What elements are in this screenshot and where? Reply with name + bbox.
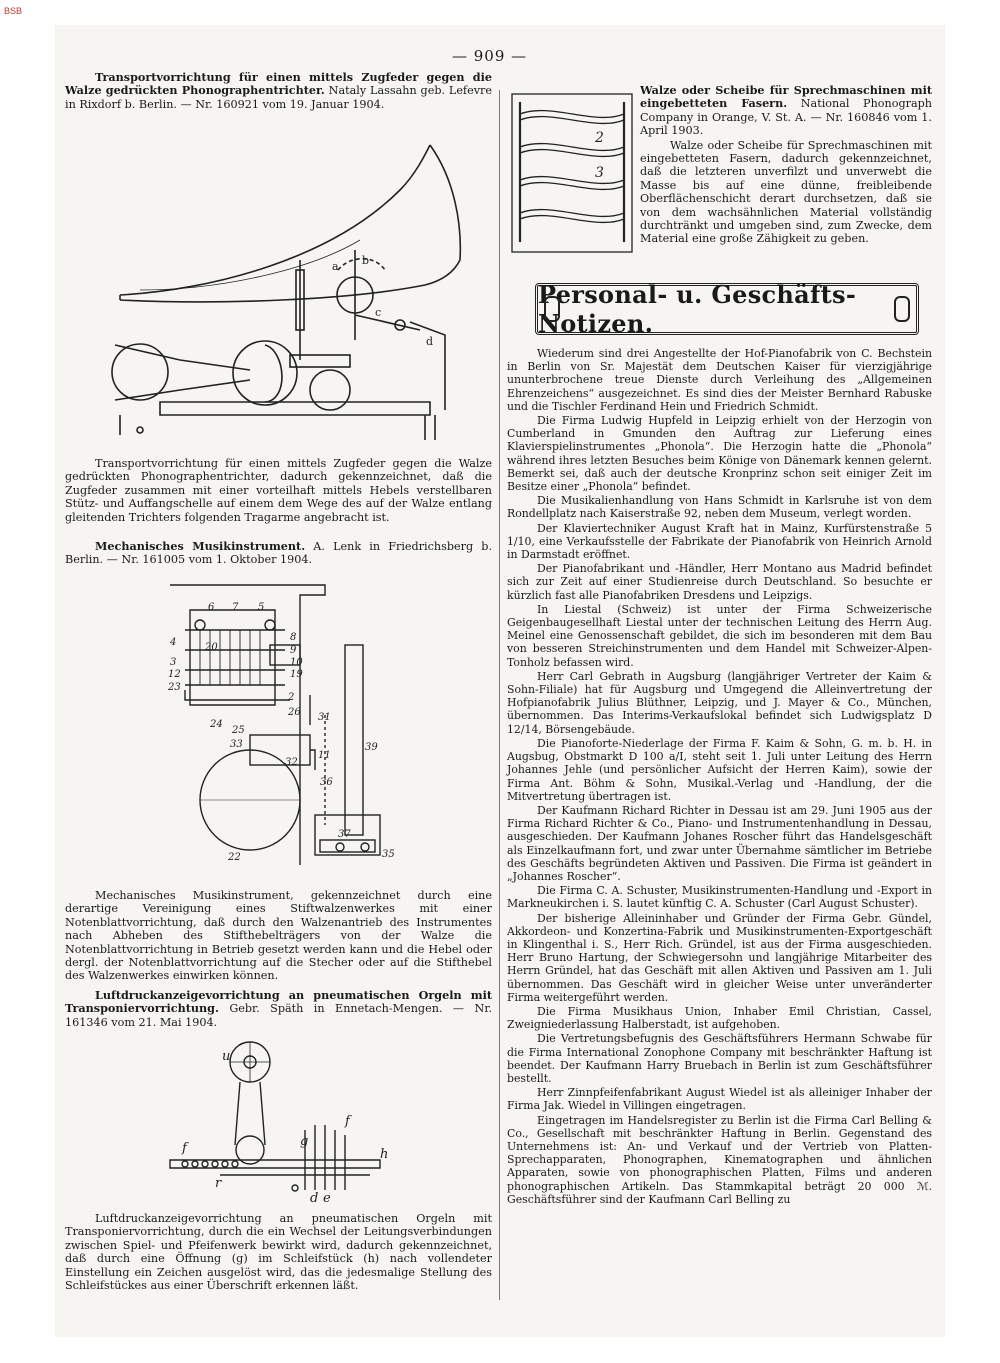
- fig2-label-31: 31: [318, 712, 331, 723]
- fig3-label-e: e: [323, 1191, 331, 1205]
- patent-1-description: Transportvorrichtung für einen mittels Zugfeder gegen die Walze gedrückten Phonographentrichter, dadurch gekennzeichnet, daß die Zugfeder zusammen mit einer vorteilhaft mittels Hebels verstellbaren Stütz- und Auffangschelle auf einem dem Wege des auf der Walze entlang gleitenden Trichters folgenden Tragarme angebracht ist.: [65, 457, 492, 524]
- fig2-label-9: 9: [290, 645, 297, 656]
- patent-2-description: Mechanisches Musikinstrument, gekennzeichnet durch eine derartige Vereinigung eines Stiftwalzenwerkes mit einer Notenblattvorrichtung, daß durch den Walzenantrieb des Instrumentes nach Abheben des Stifthebelträgers von der Walze die Notenblattvorrichtung in Betrieb gesetzt werden kann und die Hebel oder dergl. der Notenblattvorrichtung auf die Stecher oder auf die Stifthebel des Walzenwerkes einwirken können.: [65, 889, 492, 983]
- column-divider: [499, 90, 500, 1300]
- fig4-label-2: 2: [595, 130, 604, 146]
- fig2-label-12: 12: [168, 669, 181, 680]
- figure-fibre-cylinder: [510, 92, 638, 257]
- banner-ornament-right: [894, 296, 910, 322]
- notice-paragraph: Der Pianofabrikant und -Händler, Herr Montano aus Madrid befindet sich zur Zeit auf einer Studienreise durch Deutschland. So besuchte er kürzlich fast alle Pianofabriken Dresdens und Leipzigs.: [507, 562, 932, 602]
- patent-entry-2-heading: [65, 540, 492, 568]
- fig2-label-23: 23: [168, 682, 181, 693]
- notice-paragraph: In Liestal (Schweiz) ist unter der Firma Schweizerische Geigenbaugesellhaft Liestal unter der technischen Leitung des Herrn Aug. Meinel eine Genossenschaft gebildet, die sich im besonderen mit dem Bau von besseren Streichinstrumenten und dem Handel mit Schweizer-Alpen-Tonholz befassen wird.: [507, 602, 932, 669]
- fig3-label-f-left: f: [182, 1141, 187, 1156]
- fig3-label-g: g: [300, 1134, 309, 1149]
- fig2-label-35: 35: [382, 849, 395, 860]
- patent-1-title: Transportvorrichtung für einen mittels Zugfeder gegen die Walze gedrückten Phonographentrichter.: [65, 70, 492, 98]
- banner-title: Personal- u. Geschäfts-Notizen.: [538, 280, 857, 338]
- patent-entry-1-description: [65, 457, 492, 525]
- patent-1-holder: Nataly Lassahn geb. Lefevre in Rixdorf b. Berlin. — Nr. 160921 vom 19. Januar 1904.: [65, 84, 492, 111]
- walze-description: Walze oder Scheibe für Sprechmaschinen mit eingebetteten Fasern, dadurch gekennzeichnet, daß die letzteren unverfilzt und unverwebt die Masse bis auf eine dünne, freibleibende Oberflächenschicht derart durchsetzen, daß sie von dem wachsähnlichen Material vollständig durchtränkt und umgeben sind, zum Zwecke, dem Material eine große Zähigkeit zu geben.: [640, 138, 932, 246]
- notice-paragraph: Die Musikalienhandlung von Hans Schmidt in Karlsruhe ist von dem Rondellplatz nach Kaiserstraße 92, neben dem Museum, verlegt worden.: [507, 494, 932, 521]
- fig3-label-h: h: [380, 1147, 389, 1162]
- patent-2-title: Mechanisches Musikinstrument.: [95, 539, 306, 553]
- fig3-label-f-right: f: [345, 1114, 350, 1129]
- fig2-label-5: 5: [258, 602, 265, 613]
- notice-paragraph: Eingetragen im Handelsregister zu Berlin ist die Firma Carl Belling & Co., Gesellschaft mit beschränkter Haftung in Berlin. Gegenstand des Unternehmens ist: An- und Verkauf und der Vertrieb von Platten-Sprechapparaten, Phonographen, Kinematographen und ähnlichen Apparaten, sowie von phonographischen Platten, Films und anderen phonographischen Artikeln. Das Stammkapital beträgt 20 000 ℳ. Geschäftsführer sind der Kaufmann Carl Belling zu: [507, 1113, 932, 1206]
- fig2-label-8: 8: [290, 632, 297, 643]
- fig2-label-26: 26: [288, 707, 301, 718]
- notice-paragraph: Die Vertretungsbefugnis des Geschäftsführers Hermann Schwabe für die Firma International Zonophone Company mit beschränkter Haftung ist beendet. Der Kaufmann Harry Bruebach in Berlin ist zum Geschäftsführer bestellt.: [507, 1032, 932, 1085]
- fig2-label-3: 3: [170, 657, 177, 668]
- fig2-label-2: 2: [288, 692, 295, 703]
- fig4-label-3: 3: [595, 165, 604, 181]
- fig1-label-c: c: [375, 306, 382, 319]
- fig2-label-24: 24: [210, 719, 223, 730]
- patent-entry-3-description: [65, 1212, 492, 1293]
- patent-2-holder: A. Lenk in Friedrichsberg b. Berlin. — Nr. 161005 vom 1. Oktober 1904.: [65, 540, 492, 567]
- fig2-label-7: 7: [232, 602, 239, 613]
- notice-paragraph: Der Klaviertechniker August Kraft hat in Mainz, Kurfürstenstraße 5 1/10, eine Verkaufsstelle der Fabrikate der Pianofabrik von Heinrich Arnold in Darmstadt eröffnet.: [507, 521, 932, 562]
- notice-paragraph: Die Firma Musikhaus Union, Inhaber Emil Christian, Cassel, Zweigniederlassung Halberstadt, ist aufgehoben.: [507, 1004, 932, 1032]
- patent-entry-3-heading: [65, 989, 492, 1030]
- fig3-label-r: r: [215, 1176, 222, 1191]
- library-mark: BSB: [4, 6, 23, 16]
- fig2-label-11: 11: [318, 750, 331, 761]
- fig1-label-d: d: [426, 335, 434, 348]
- patent-entry-1-heading: [65, 71, 492, 112]
- fig1-label-a: a: [332, 260, 339, 273]
- patent-entry-2-description: [65, 889, 492, 984]
- fig1-label-b: b: [362, 254, 370, 267]
- patent-3-description: Luftdruckanzeigevorrichtung an pneumatischen Orgeln mit Transponiervorrichtung, durch die ein Wechsel der Leitungsverbindungen zwischen Spiel- und Pfeifenwerk bewirkt wird, dadurch gekennzeichnet, daß durch eine Öffnung (g) im Schleifstück (h) nach vollendeter Einstellung ein Zeichen ausgelöst wird, das die jedesmalige Stellung des Schleifstückes aus einer Überschrift erkennen läßt.: [65, 1212, 492, 1293]
- notice-paragraph: Die Pianoforte-Niederlage der Firma F. Kaim & Sohn, G. m. b. H. in Augsbug, Obstmarkt D 100 a/I, steht seit 1. Juli unter Leitung des Herrn Johannes Jehle (und persönlicher Aufsicht der Herren Kaim), sowie der Firma Ant. Böhm & Sohn, Musikal.-Verlag und -Handlung, der die Mitvertretung übertragen ist.: [507, 736, 932, 803]
- fig2-label-36: 36: [320, 777, 333, 788]
- notice-paragraph: Herr Carl Gebrath in Augsburg (langjähriger Vertreter der Kaim & Sohn-Filiale) hat für Augsburg und Umgegend die Alleinvertretung der Hofpianofabrik Julius Blüthner, Leipzig, und J. Mayer & Co., München, übernommen. Das Interims-Verkaufslokal befindet sich Ludwigsplatz D 12/14, Börsengebäude.: [507, 669, 932, 736]
- notice-paragraph: Der Kaufmann Richard Richter in Dessau ist am 29. Juni 1905 aus der Firma Richard Richter & Co., Piano- und Instrumentenhandlung in Dessau, ausgeschieden. Der Kaufmann Johanes Roscher führt das Handelsgeschäft als Einzelkaufmann fort, und zwar unter Übernahme sämtlicher im Betriebe des Geschäfts begründeten Aktiven und Passiven. Die Firma ist geändert in „Johannes Roscher“.: [507, 803, 932, 883]
- walze-entry: [640, 84, 932, 247]
- banner-ornament-left: [544, 296, 560, 322]
- walze-holder: National Phonograph Company in Orange, V. St. A. — Nr. 160846 vom 1. April 1903.: [640, 97, 933, 138]
- patent-3-holder: Gebr. Späth in Ennetach-Mengen. — Nr. 161346 vom 21. Mai 1904.: [65, 1002, 492, 1029]
- section-banner: [535, 280, 919, 338]
- page-number: — 909 —: [452, 47, 528, 65]
- fig2-label-25: 25: [232, 725, 245, 736]
- fig2-label-6: 6: [208, 602, 215, 613]
- walze-title: Walze oder Scheibe für Sprechmaschinen mit eingebetteten Fasern.: [640, 83, 932, 111]
- fig2-label-37: 37: [338, 829, 351, 840]
- fig3-label-u: u: [222, 1049, 231, 1064]
- patent-3-title: Luftdruckanzeigevorrichtung an pneumatischen Orgeln mit Transponiervorrichtung.: [65, 988, 492, 1016]
- fig2-label-22: 22: [228, 852, 241, 863]
- notice-paragraph: Die Firma Ludwig Hupfeld in Leipzig erhielt von der Herzogin von Cumberland in Gmunden den Auftrag zur Lieferung eines Klavierspielinstrumentes „Phonola“. Die Herzogin hatte die „Phonola“ während ihres letzten Besuches beim Könige von Dänemark kennen gelernt. Bemerkt sei, daß auch der deutsche Kronprinz schon seit einiger Zeit im Besitze einer „Phonola“ befindet.: [507, 414, 932, 494]
- fig2-label-4: 4: [170, 637, 177, 648]
- figure-phonograph-horn: [100, 140, 480, 450]
- fig2-label-39: 39: [365, 742, 378, 753]
- notice-paragraph: Die Firma C. A. Schuster, Musikinstrumenten-Handlung und -Export in Markneukirchen i. S. lautet künftig C. A. Schuster (Carl August Schuster).: [507, 884, 932, 911]
- notice-paragraph: Wiederum sind drei Angestellte der Hof-Pianofabrik von C. Bechstein in Berlin von Sr. Majestät dem Deutschen Kaiser für vierzigjährige ununterbrochene treue Dienste durch Verleihung des „Allgemeinen Ehrenzeichens“ ausgezeichnet. Es sind dies der Meister Bernhard Rabuske und die Tischler Ferdinand Hein und Friedrich Schmidt.: [507, 347, 932, 413]
- fig2-label-33: 33: [230, 739, 243, 750]
- fig2-label-32: 32: [285, 757, 298, 768]
- fig2-label-10: 10: [290, 657, 303, 668]
- figure-air-pressure-indicator: [160, 1030, 400, 1205]
- fig2-label-20: 20: [205, 642, 218, 653]
- notice-paragraph: Herr Zinnpfeifenfabrikant August Wiedel ist als alleiniger Inhaber der Firma Jak. Wiedel in Villingen eingetragen.: [507, 1086, 932, 1113]
- notice-paragraph: Der bisherige Alleininhaber und Gründer der Firma Gebr. Gündel, Akkordeon- und Konzertina-Fabrik und Musikinstrumenten-Exportgeschäft in Klingenthal i. S., Herr Rich. Gründel, ist aus der Firma ausgeschieden. Herr Bruno Hartung, der Schwiegersohn und langjährige Mitarbeiter des Herrn Gründel, hat das Geschäft mit allen Aktiven und Passiven am 1. Juli übernommen. Das Geschäft wird in gleicher Weise unter unveränderter Firma weitergeführt werden.: [507, 911, 932, 1004]
- fig3-label-d: d: [310, 1191, 319, 1205]
- fig2-label-19: 19: [290, 669, 303, 680]
- figure-mechanical-instrument: [160, 575, 420, 875]
- business-notices: [507, 347, 932, 1207]
